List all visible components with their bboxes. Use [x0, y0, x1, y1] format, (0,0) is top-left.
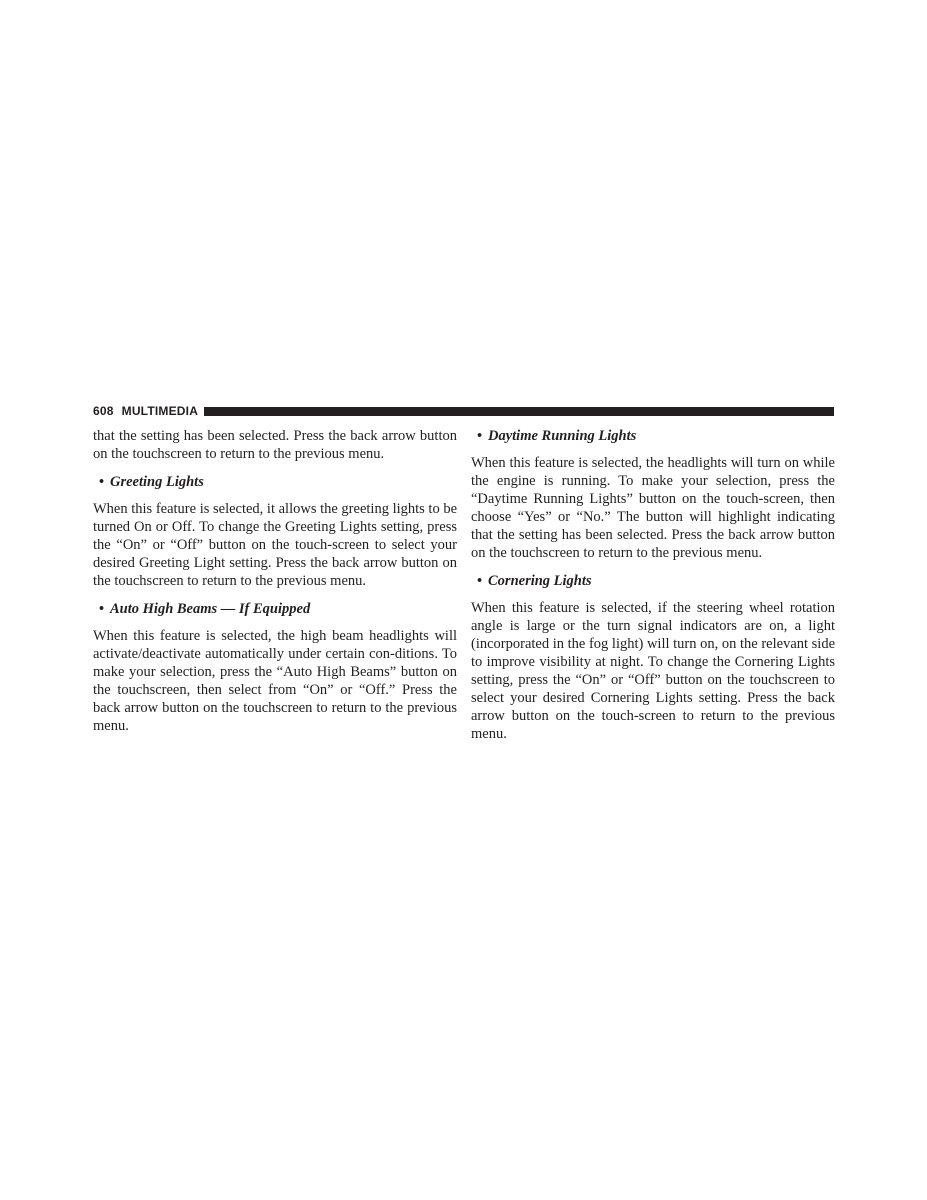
bullet-mark: • [476, 428, 483, 444]
feature-heading-greeting-lights [93, 473, 457, 491]
feature-title: Cornering Lights [488, 573, 592, 589]
page-number: 608 [93, 404, 114, 418]
bullet-mark: • [98, 601, 105, 617]
bullet-mark: • [98, 474, 105, 490]
left-column [93, 427, 457, 735]
section-title: MULTIMEDIA [121, 404, 199, 418]
feature-heading-daytime-running-lights [471, 427, 835, 445]
bullet-mark: • [476, 573, 483, 589]
feature-title: Greeting Lights [110, 474, 204, 490]
feature-description: When this feature is selected, the headlights will turn on while the engine is running. To make your selection, press the “Daytime Running Lights” button on the touch-screen, then choose “Yes” or “No.” The button will highlight indicating that the setting has been selected. Press the back arrow button on the touchscreen to return to the previous menu. [471, 455, 835, 561]
right-column [471, 427, 835, 743]
feature-description: When this feature is selected, it allows the greeting lights to be turned On or Off. To change the Greeting Lights setting, press the “On” or “Off” button on the touch-screen to select your desired Greeting Light setting. Press the back arrow button on the touchscreen to return to the previous menu. [93, 501, 458, 589]
feature-description: When this feature is selected, if the steering wheel rotation angle is large or the turn signal indicators are on, a light (incorporated in the fog light) will turn on, on the relevant side to improve visibility at night. To change the Cornering Lights setting, press the “On” or “Off” button on the touchscreen to select your desired Cornering Lights setting. Press the back arrow button on the touch-screen to return to the previous menu. [471, 600, 836, 742]
feature-heading-cornering-lights [471, 572, 835, 590]
feature-title: Auto High Beams — If Equipped [110, 601, 311, 617]
header-text [93, 404, 198, 418]
feature-title: Daytime Running Lights [488, 428, 637, 444]
continued-paragraph: that the setting has been selected. Press the back arrow button on the touchscreen to return to the previous menu. [93, 428, 457, 462]
feature-description: When this feature is selected, the high beam headlights will activate/deactivate automatically under certain con-ditions. To make your selection, press the “Auto High Beams” button on the touchscreen, then select from “On” or “Off.” Press the back arrow button on the touchscreen to return to the previous menu. [93, 628, 457, 734]
feature-heading-auto-high-beams [93, 600, 457, 618]
header-rule [204, 407, 834, 416]
page-header [93, 404, 834, 418]
